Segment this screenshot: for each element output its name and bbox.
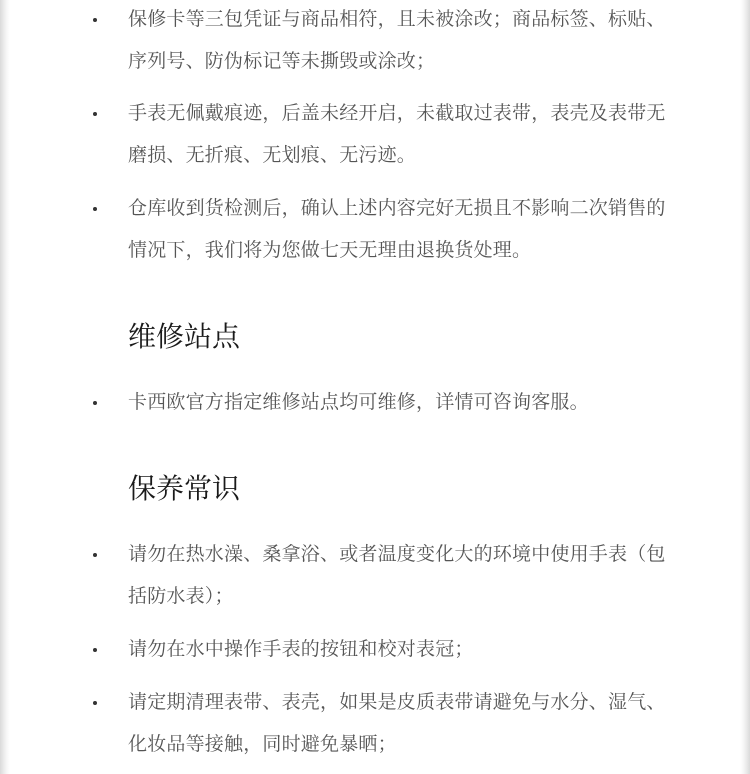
- list-item-text: 请勿在热水澡、桑拿浴、或者温度变化大的环境中使用手表（包括防水表）；: [128, 543, 666, 607]
- section-title-care: 保养常识: [128, 472, 241, 505]
- list-item-text: 请勿在水中操作手表的按钮和校对表冠；: [128, 638, 474, 660]
- list-item-text: 仓库收到货检测后，确认上述内容完好无损且不影响二次销售的情况下，我们将为您做七天无理由退换货处理。: [128, 197, 666, 261]
- bullet-icon: [93, 701, 97, 705]
- bullet-icon: [93, 207, 97, 211]
- list-item-text: 卡西欧官方指定维修站点均可维修，详情可咨询客服。: [128, 391, 589, 413]
- section-title-repair: 维修站点: [128, 320, 241, 353]
- left-silver-border: [0, 0, 10, 774]
- bullet-icon: [93, 401, 97, 405]
- list-item-text: 请定期清理表带、表壳，如果是皮质表带请避免与水分、湿气、化妆品等接触，同时避免暴晒；: [128, 691, 666, 755]
- list-item-text: 手表无佩戴痕迹，后盖未经开启，未截取过表带，表壳及表带无磨损、无折痕、无划痕、无污迹。: [128, 102, 666, 166]
- bullet-icon: [93, 112, 97, 116]
- bullet-icon: [93, 553, 97, 557]
- list-item-text: 保修卡等三包凭证与商品相符，且未被涂改；商品标签、标贴、序列号、防伪标记等未撕毁或涂改；: [128, 8, 666, 72]
- right-silver-border: [740, 0, 750, 774]
- bullet-icon: [93, 18, 97, 22]
- bullet-icon: [93, 648, 97, 652]
